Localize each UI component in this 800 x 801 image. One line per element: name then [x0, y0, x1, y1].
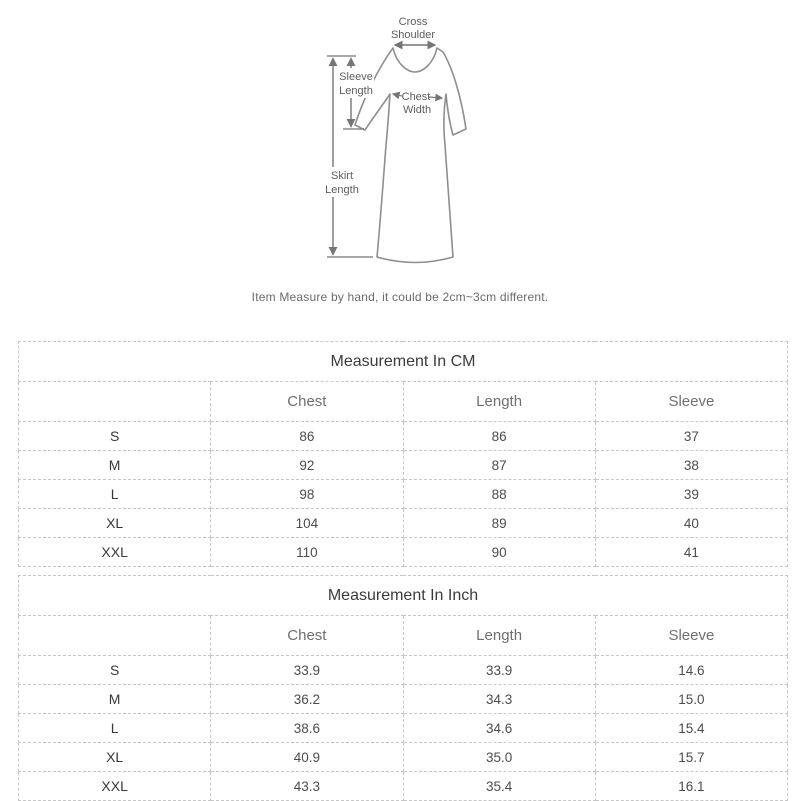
sleeve-value: 37: [595, 422, 787, 451]
inch-header-empty: [19, 616, 211, 656]
size-label: XXL: [19, 538, 211, 567]
chest-value: 110: [211, 538, 403, 567]
cm-header-empty: [19, 382, 211, 422]
sleeve-length-label-line1: Sleeve: [339, 71, 373, 83]
chest-value: 38.6: [211, 714, 403, 743]
length-value: 90: [403, 538, 595, 567]
table-row: [19, 772, 788, 801]
sleeve-value: 41: [595, 538, 787, 567]
table-row: [19, 422, 788, 451]
length-value: 86: [403, 422, 595, 451]
size-label: L: [19, 480, 211, 509]
measure-note: Item Measure by hand, it could be 2cm~3cm different.: [251, 290, 549, 304]
length-value: 35.0: [403, 743, 595, 772]
inch-header-length: Length: [403, 616, 595, 656]
chest-value: 33.9: [211, 656, 403, 685]
cm-table-title: Measurement In CM: [19, 342, 788, 382]
table-row: [19, 743, 788, 772]
length-value: 35.4: [403, 772, 595, 801]
inch-measurement-table: [18, 575, 788, 801]
inch-table-title: Measurement In Inch: [19, 576, 788, 616]
sleeve-value: 15.4: [595, 714, 787, 743]
table-row: [19, 714, 788, 743]
cm-measurement-table: [18, 341, 788, 567]
sleeve-value: 38: [595, 451, 787, 480]
cm-header-chest: Chest: [211, 382, 403, 422]
chest-value: 92: [211, 451, 403, 480]
chest-value: 98: [211, 480, 403, 509]
chest-value: 43.3: [211, 772, 403, 801]
chest-value: 104: [211, 509, 403, 538]
sleeve-value: 40: [595, 509, 787, 538]
inch-header-sleeve: Sleeve: [595, 616, 787, 656]
cross-shoulder-label-line1: Cross: [398, 16, 428, 28]
inch-header-chest: Chest: [211, 616, 403, 656]
size-label: M: [19, 685, 211, 714]
cm-header-sleeve: Sleeve: [595, 382, 787, 422]
table-row: [19, 685, 788, 714]
table-row: [19, 509, 788, 538]
table-row: [19, 656, 788, 685]
length-value: 34.6: [403, 714, 595, 743]
skirt-length-label-line1: Skirt: [331, 170, 353, 182]
sleeve-value: 39: [595, 480, 787, 509]
table-row: [19, 538, 788, 567]
chest-value: 86: [211, 422, 403, 451]
chest-width-label-line1: Chest: [401, 91, 431, 103]
sleeve-value: 15.0: [595, 685, 787, 714]
cm-header-length: Length: [403, 382, 595, 422]
sleeve-value: 14.6: [595, 656, 787, 685]
size-diagram: [280, 5, 530, 295]
chest-width-pointer-right: [429, 97, 442, 98]
length-value: 87: [403, 451, 595, 480]
chest-width-label-line2: Width: [402, 104, 432, 116]
table-row: [19, 480, 788, 509]
size-label: M: [19, 451, 211, 480]
dress-diagram-svg: [280, 5, 530, 295]
length-value: 34.3: [403, 685, 595, 714]
table-row: [19, 451, 788, 480]
size-label: S: [19, 422, 211, 451]
chest-value: 40.9: [211, 743, 403, 772]
sleeve-length-label-line2: Length: [339, 85, 373, 97]
size-label: XL: [19, 743, 211, 772]
skirt-length-label-line2: Length: [325, 184, 359, 196]
size-label: XXL: [19, 772, 211, 801]
chest-value: 36.2: [211, 685, 403, 714]
sleeve-value: 15.7: [595, 743, 787, 772]
length-value: 89: [403, 509, 595, 538]
size-label: S: [19, 656, 211, 685]
size-label: L: [19, 714, 211, 743]
length-value: 88: [403, 480, 595, 509]
cross-shoulder-label-line2: Shoulder: [390, 29, 436, 41]
length-value: 33.9: [403, 656, 595, 685]
sleeve-value: 16.1: [595, 772, 787, 801]
size-label: XL: [19, 509, 211, 538]
